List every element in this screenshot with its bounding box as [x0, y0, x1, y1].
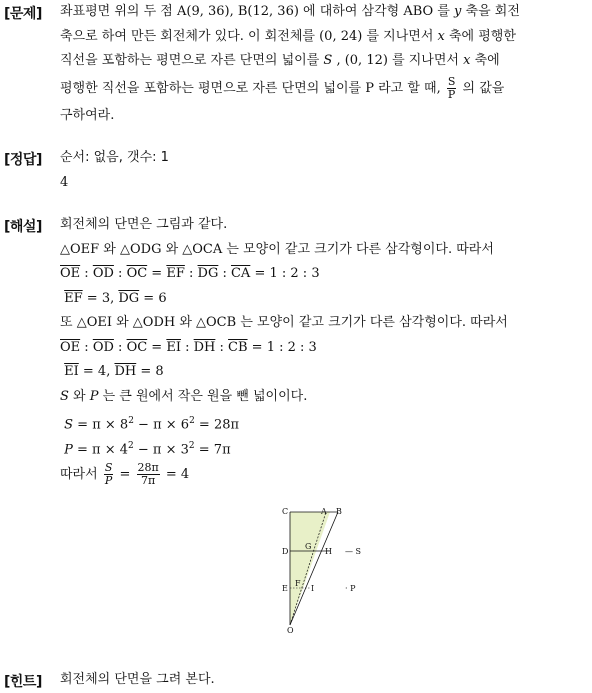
label-b: B	[336, 507, 342, 516]
cross-section-figure	[270, 502, 390, 637]
label-a: A	[321, 507, 327, 516]
values-2: $\overline{EI} = 4$, $\overline{DH} = 8$	[64, 364, 164, 379]
equation-p: $P = \pi \times 4^2 - \pi \times 3^2 = 7\pi$	[64, 440, 231, 457]
fraction-s-over-p: $\frac{S}{P}$	[447, 74, 456, 101]
ratio-1: $\overline{OE}$ : $\overline{OD}$ : $\overline{OC} = \overline{EF}$ : $\overline{DG}$ : $\overline{CA} = 1$ : 2 : 3	[60, 266, 320, 281]
answer-tag: [정답]	[4, 152, 42, 168]
answer-value: 4	[60, 174, 69, 190]
final-equation: 따라서 $\frac{S}{P}$ = $\frac{28\pi}{7\pi}$ = 4	[60, 461, 190, 487]
label-h: H	[325, 547, 332, 556]
shaded-region	[290, 512, 330, 625]
hint-tag: [힌트]	[4, 674, 42, 690]
answer-meta: 순서: 없음, 갯수: 1	[60, 150, 169, 165]
values-1: $\overline{EF} = 3$, $\overline{DG} = 6$	[64, 290, 167, 306]
label-c: C	[282, 507, 289, 516]
label-g: G	[305, 542, 312, 551]
hint-text: 회전체의 단면을 그려 본다.	[60, 672, 215, 687]
solution-tag: [해설]	[4, 219, 42, 235]
label-d: D	[282, 547, 289, 556]
ratio-2: $\overline{OE}$ : $\overline{OD}$ : $\overline{OC} = \overline{EI}$ : $\overline{DH}$ : $\overline{CB} = 1$ : 2 : 3	[60, 339, 317, 355]
problem-text: 좌표평면 위의 두 점 A(9, 36), B(12, 36) 에 대하여 삼각형 ABO 를 y 축을 회전 축으로 하여 만든 회전체가 있다. 이 회전체를 (0, 24) 를 지나면서 x 축에 평행한 직선을 포함하는 평면으로 자른 단면의 넓이를 S , (0, 12) 를 지나면서 x 축에 평행한 직선을 포함하는 평면으로 자른 단면의 넓이를 P 라고 할 때, $\frac{S}{P}$ 의 값을 구하여라.	[60, 4, 520, 123]
label-s-marker: — S	[345, 547, 362, 556]
label-e: E	[282, 584, 288, 593]
label-p-marker: · P	[345, 584, 356, 593]
label-o: O	[287, 626, 294, 635]
equation-s: $S = \pi \times 8^2 - \pi \times 6^2 = 28\pi$	[64, 416, 240, 433]
label-f: F	[295, 579, 301, 588]
problem-tag: [문제]	[4, 6, 42, 22]
label-i: I	[311, 584, 315, 593]
